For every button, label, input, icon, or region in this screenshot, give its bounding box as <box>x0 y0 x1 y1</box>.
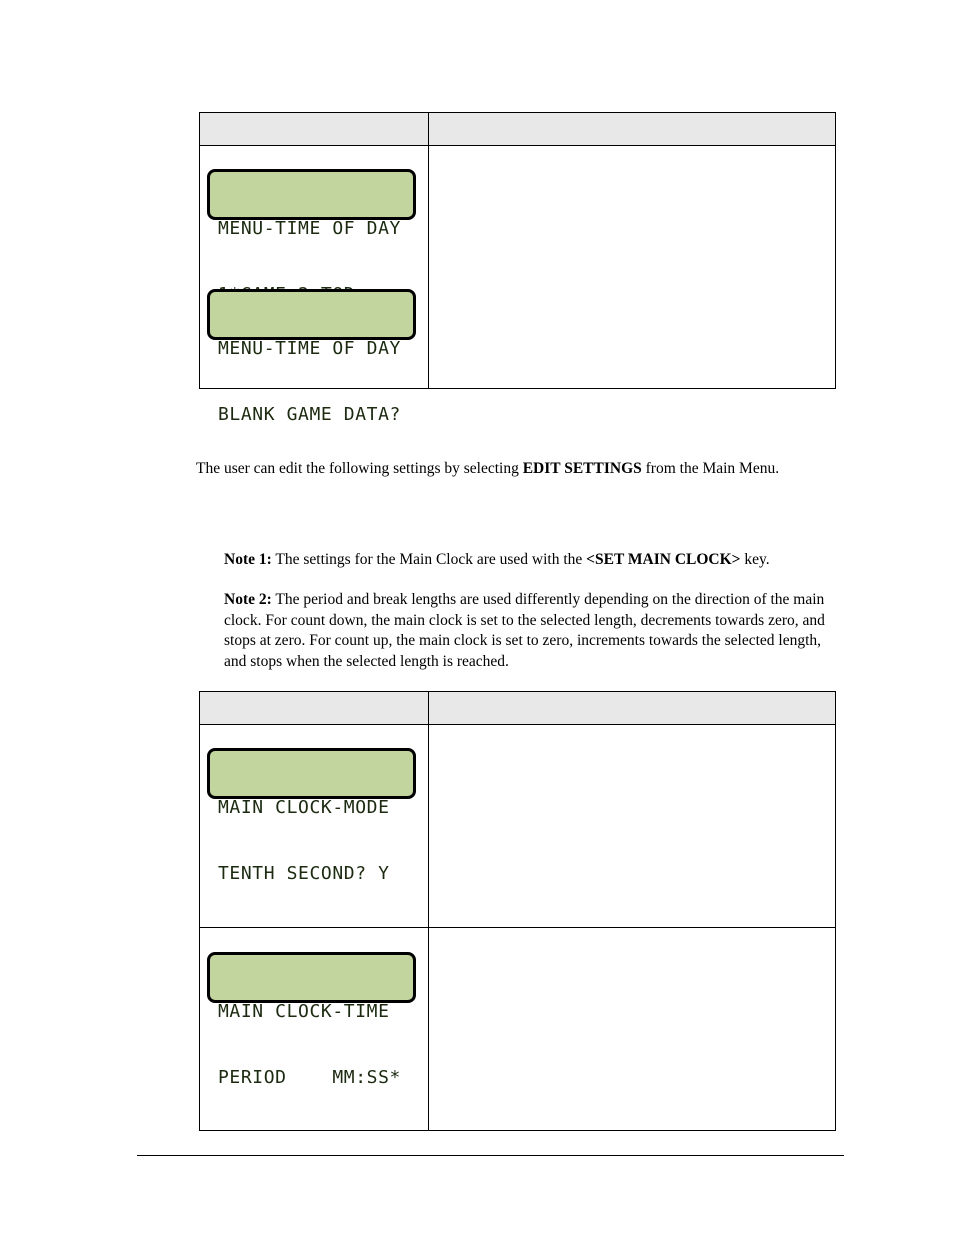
lcd-line: MAIN CLOCK-MODE <box>218 797 390 818</box>
note-1 <box>224 550 836 571</box>
note-label: Note 2: <box>224 591 272 608</box>
note-2 <box>224 590 832 672</box>
table-header-cell <box>429 692 836 725</box>
intro-paragraph <box>196 459 846 480</box>
table-header-row <box>200 692 836 725</box>
note-text: The period and break lengths are used differently depending on the direction of the main clock. For count down, the main clock is set to the selected length, decrements towards zero, and stops at zero. For count up, the main clock is set to zero, increments towards the selected length, and stops when the selected length is reached. <box>224 591 825 670</box>
description-cell <box>429 146 836 389</box>
lcd-line: TENTH SECOND? Y <box>218 863 390 884</box>
lcd-cell <box>200 146 429 425</box>
note-text-end: key. <box>740 551 770 568</box>
intro-text: The user can edit the following settings by selecting <box>196 460 523 477</box>
menu-table-time-of-day <box>199 112 836 425</box>
lcd-cell <box>200 928 429 1131</box>
description-cell <box>429 725 836 928</box>
lcd-line: PERIOD MM:SS* <box>218 1067 401 1088</box>
table-header-row <box>200 113 836 146</box>
table-row <box>200 146 836 389</box>
lcd-line: MENU-TIME OF DAY <box>218 338 401 359</box>
table-header-cell <box>200 692 429 725</box>
key-name: <SET MAIN CLOCK> <box>586 551 741 568</box>
intro-text-end: from the Main Menu. <box>641 460 780 477</box>
note-label: Note 1: <box>224 551 272 568</box>
lcd-display <box>207 289 416 425</box>
lcd-display <box>207 748 416 884</box>
menu-table-main-clock <box>199 691 836 1131</box>
footer-divider <box>137 1155 844 1156</box>
lcd-line: MENU-TIME OF DAY <box>218 218 401 239</box>
lcd-line: MAIN CLOCK-TIME <box>218 1001 390 1022</box>
table-row <box>200 725 836 928</box>
description-cell <box>429 928 836 1131</box>
lcd-line: BLANK GAME DATA? <box>218 404 401 425</box>
note-text: The settings for the Main Clock are used with the <box>271 551 587 568</box>
table-header-cell <box>200 113 429 146</box>
lcd-display <box>207 169 416 239</box>
table-row <box>200 928 836 1131</box>
lcd-display <box>207 952 416 1088</box>
table-header-cell <box>429 113 836 146</box>
lcd-cell <box>200 725 429 928</box>
edit-settings-label: EDIT SETTINGS <box>522 460 642 477</box>
